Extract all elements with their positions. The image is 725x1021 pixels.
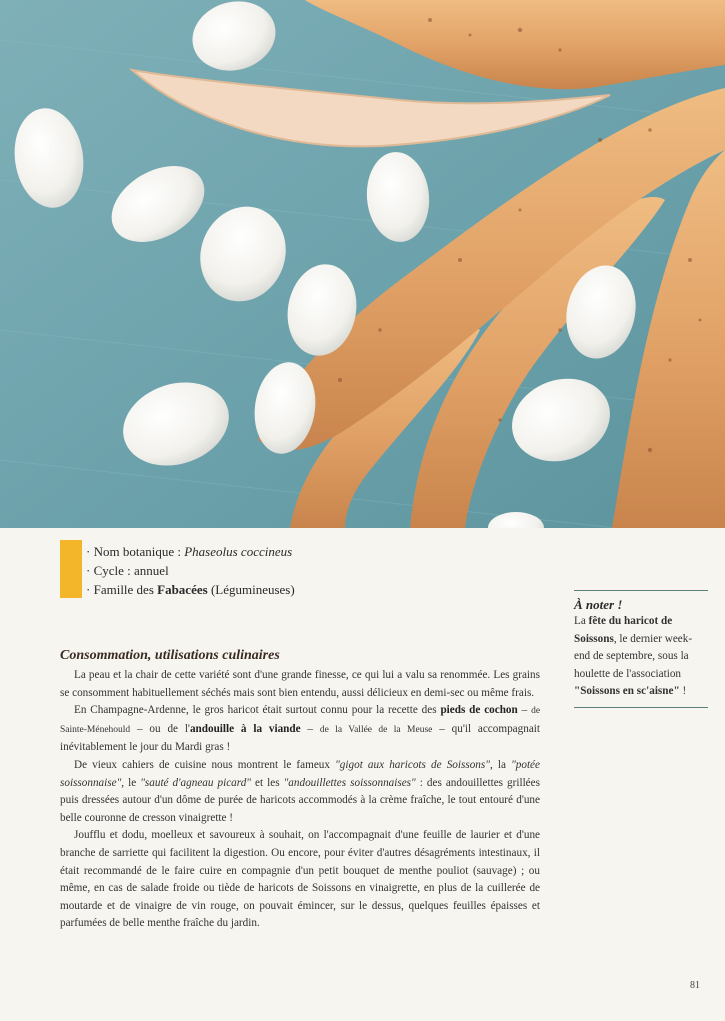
divider [574,590,708,591]
section-title: Consommation, utilisations culinaires [60,648,280,663]
fact-cycle: · Cycle : annuel [86,563,169,578]
paragraph: De vieux cahiers de cuisine nous montrent le fameux "gigot aux haricots de Soissons", la "potée soissonnaise", le "sauté d'agneau picard" et les "andouillettes soissonnaises" : des andouillettes grillées puis dressées autour d'un dôme de purée de haricots accommodés à la crème fraîche, le tout entouré d'une belle couronne de cresson vinaigrette ! [60,758,540,824]
paragraph: En Champagne-Ardenne, le gros haricot était surtout connu pour la recette des pieds de cochon – de Sainte-Ménehould – ou de l'andouille à la viande – de la Vallée de la Meuse – qu'il accompagnait inévitablement le jour du Mardi gras ! [60,704,541,754]
article-body [60,667,540,933]
divider [574,707,708,708]
facts-list [86,542,295,599]
accent-bar [60,540,82,598]
note-sidebar [574,590,708,708]
fact-family: · Famille des Fabacées (Légumineuses) [86,582,295,597]
note-title: À noter ! [574,597,623,612]
paragraph: Joufflu et dodu, moelleux et savoureux à souhait, on l'accompagnait d'une feuille de laurier et d'une branche de sarriette qui facilitent la digestion. Ou encore, pour éviter d'autres désagréments intestinaux, il était recommandé de le faire cuire en compagnie d'un petit bouquet de menthe pouliot (sauvage) ; ou même, en cas de salade froide ou tiède de haricots de Soissons en vinaigrette, en plus de la cuillerée de moutarde et de vinaigre de vin rouge, on pouvait émincer, sur le dessus, quelques feuilles épaisses et parfumées de belle menthe fraîche du jardin. [60,829,540,930]
note-text: La fête du haricot de Soissons, le dernier week-end de septembre, sous la houlette de l'association "Soissons en sc'aisne" ! [574,615,693,697]
page-number: 81 [690,980,700,991]
paragraph: La peau et la chair de cette variété sont d'une grande finesse, ce qui lui a valu sa renommée. Les grains se consomment habituellement séchés mais sont bien entendu, aussi délicieux en demi-sec ou même frais. [60,669,540,699]
fact-botanical-name: · Nom botanique : Phaseolus coccineus [86,544,293,559]
